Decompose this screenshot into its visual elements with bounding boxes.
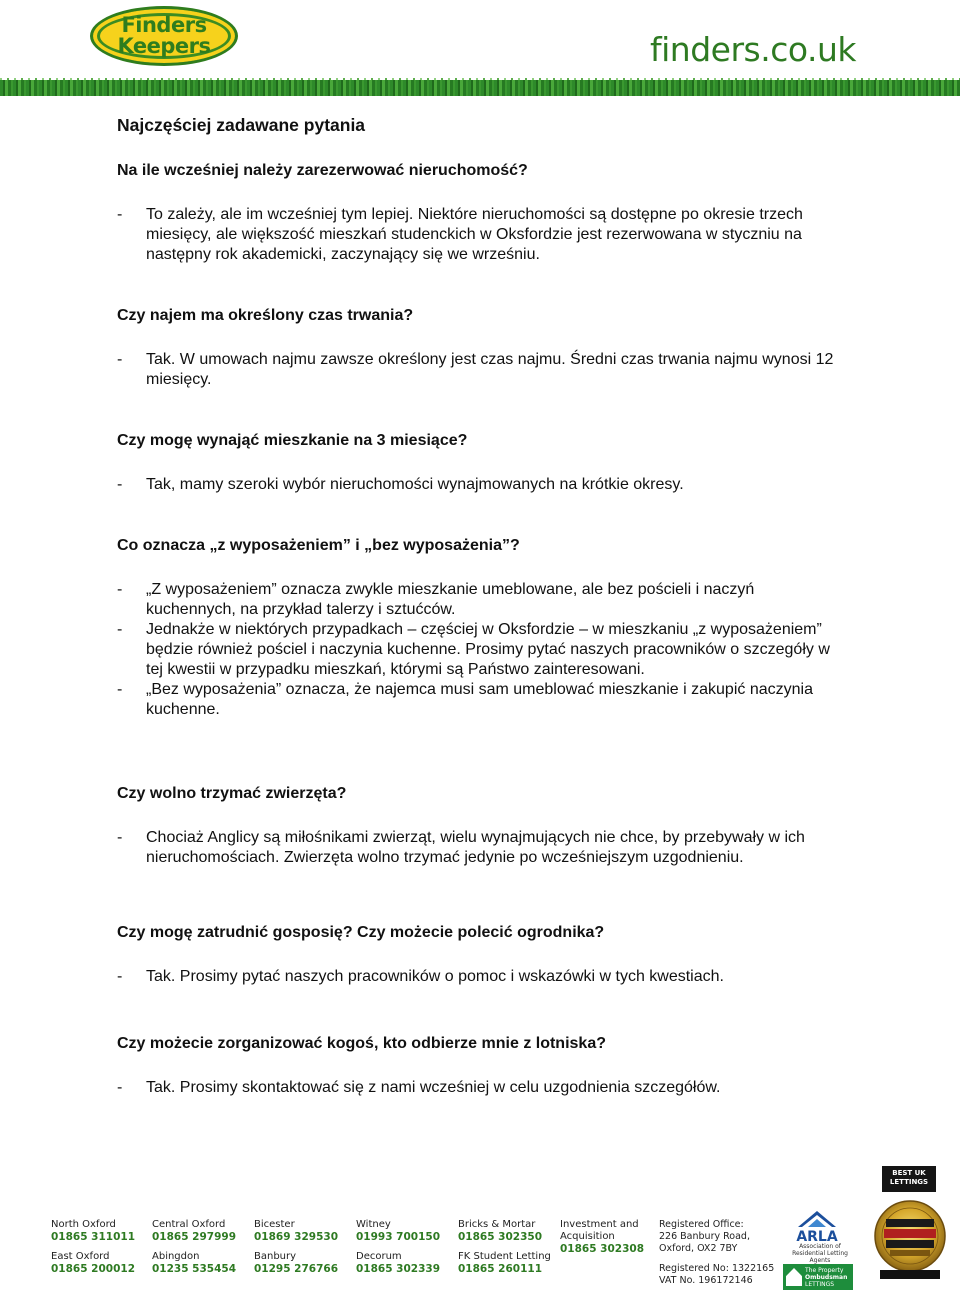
office-phone: 01865 311011: [51, 1231, 136, 1243]
faq-question: Czy mogę zatrudnić gosposię? Czy możecie polecić ogrodnika?: [117, 924, 605, 941]
faq-answer: [117, 967, 847, 987]
faq-answer-text: Tak. W umowach najmu zawsze określony jest czas najmu. Średni czas trwania najmu wynosi 12 miesięcy.: [146, 351, 834, 388]
office-phone: 01865 297999: [152, 1231, 237, 1243]
office-witney: [356, 1219, 440, 1243]
office-phone: 01865 302339: [356, 1263, 441, 1275]
office-banbury: [254, 1251, 338, 1275]
faq-item: [117, 431, 847, 495]
faq-answer-text: Tak. Prosimy skontaktować się z nami wcześniej w celu uzgodnienia szczegółów.: [146, 1079, 721, 1096]
site-url: finders.co.uk: [650, 30, 856, 69]
office-phone: 01235 535454: [152, 1263, 237, 1275]
bullet-dash: -: [117, 206, 123, 223]
office-north-oxford: [51, 1219, 135, 1243]
registered-address-1: 226 Banbury Road,: [659, 1231, 750, 1242]
bullet-dash: -: [117, 829, 123, 846]
faq-answer-text: Tak. Prosimy pytać naszych pracowników o pomoc i wskazówki w tych kwestiach.: [146, 968, 724, 985]
office-abingdon: [152, 1251, 236, 1275]
faq-answer: [117, 350, 847, 390]
office-decorum: [356, 1251, 440, 1275]
logo-line-2: Keepers: [117, 34, 211, 58]
faq-question: Czy możecie zorganizować kogoś, kto odbierze mnie z lotniska?: [117, 1035, 606, 1052]
office-bicester: [254, 1219, 338, 1243]
office-name: Investment and: [560, 1219, 639, 1230]
bullet-dash: -: [117, 968, 123, 985]
bullet-dash: -: [117, 351, 123, 368]
faq-answer-text: Chociaż Anglicy są miłośnikami zwierząt, wielu wynajmujących nie chce, by przebywały w ich nieruchomościach. Zwierzęta wolno trzymać jedynie po wcześniejszym uzgodnieniu.: [146, 829, 805, 866]
faq-item: [117, 536, 847, 720]
faq-answer: [117, 475, 847, 495]
office-east-oxford: [51, 1251, 135, 1275]
office-phone: 01295 276766: [254, 1263, 339, 1275]
office-name: Bricks & Mortar: [458, 1219, 536, 1230]
ombudsman-line-1: The Property: [805, 1267, 844, 1274]
registered-label: Registered Office:: [659, 1219, 744, 1230]
faq-answer-text: „Bez wyposażenia” oznacza, że najemca musi sam umeblować mieszkanie i zakupić naczynia kuchenne.: [146, 681, 813, 718]
header-stripe: [0, 80, 960, 96]
office-central-oxford: [152, 1219, 236, 1243]
office-name: Central Oxford: [152, 1219, 226, 1230]
faq-answers: [117, 580, 847, 720]
registered-number: Registered No: 1322165: [659, 1263, 775, 1274]
faq-item: [117, 161, 847, 265]
faq-answer: [117, 580, 847, 620]
faq-answer-text: Tak, mamy szeroki wybór nieruchomości wynajmowanych na krótkie okresy.: [146, 476, 684, 493]
ombudsman-line-2: Ombudsman: [805, 1274, 848, 1281]
office-phone: 01865 200012: [51, 1263, 136, 1275]
faq-answer: [117, 205, 847, 265]
faq-item: [117, 1034, 847, 1098]
faq-list: [117, 161, 847, 1098]
faq-answers: [117, 350, 847, 390]
ombudsman-line-3: LETTINGS: [805, 1281, 835, 1288]
office-name: East Oxford: [51, 1251, 110, 1262]
office-phone: 01993 700150: [356, 1231, 441, 1243]
faq-item: [117, 784, 847, 868]
faq-answers: [117, 475, 847, 495]
faq-answers: [117, 828, 847, 868]
office-fk-student-letting: [458, 1251, 551, 1275]
svg-text:ARLA: ARLA: [796, 1229, 838, 1245]
office-phone: 01865 302308: [560, 1243, 645, 1255]
vat-number: VAT No. 196172146: [659, 1275, 753, 1286]
bullet-dash: -: [117, 581, 123, 598]
faq-answer: [117, 1078, 847, 1098]
office-name: FK Student Letting: [458, 1251, 551, 1262]
faq-answer: [117, 828, 847, 868]
office-name: Banbury: [254, 1251, 297, 1262]
office-investment: [560, 1219, 644, 1255]
faq-answers: [117, 967, 847, 987]
faq-answer: [117, 680, 847, 720]
faq-item: [117, 923, 847, 987]
office-name: Witney: [356, 1219, 391, 1230]
house-icon: [786, 1268, 802, 1286]
faq-answer-text: To zależy, ale im wcześniej tym lepiej. Niektóre nieruchomości są dostępne po okresie trzech miesięcy, ale większość mieszkań studenckich w Oksfordzie jest rezerwowana w styczniu na następny rok akademicki, zaczynający się we wrześniu.: [146, 206, 803, 263]
office-phone: 01869 329530: [254, 1231, 339, 1243]
property-ombudsman-badge: [783, 1264, 853, 1290]
faq-question: Czy najem ma określony czas trwania?: [117, 307, 414, 324]
best-uk-line-1: BEST UK: [892, 1169, 926, 1177]
office-bricks-mortar: [458, 1219, 542, 1243]
faq-item: [117, 306, 847, 390]
finders-keepers-logo: [90, 6, 238, 66]
office-phone: 01865 302350: [458, 1231, 543, 1243]
office-name: Abingdon: [152, 1251, 200, 1262]
faq-answer-text: Jednakże w niektórych przypadkach – częściej w Oksfordzie – w mieszkaniu „z wyposażeniem” będzie również pościel i naczynia kuchenne. Prosimy pytać naszych pracowników o szczegóły w tej kwestii w przypadku mieszkań, którymi są Państwo zainteresowani.: [146, 621, 830, 678]
registered-office: [659, 1219, 779, 1287]
office-name: Decorum: [356, 1251, 402, 1262]
page-title: Najczęściej zadawane pytania: [117, 115, 366, 135]
logo-line-1: Finders: [121, 13, 207, 37]
office-phone: 01865 260111: [458, 1263, 543, 1275]
faq-question: Na ile wcześniej należy zarezerwować nieruchomość?: [117, 162, 528, 179]
best-uk-line-2: LETTINGS: [889, 1178, 929, 1186]
faq-content: [117, 115, 847, 1098]
best-uk-lettings-badge: [882, 1166, 936, 1192]
faq-answer: [117, 620, 847, 680]
bullet-dash: -: [117, 476, 123, 493]
faq-question: Czy mogę wynająć mieszkanie na 3 miesiące?: [117, 432, 468, 449]
office-name: North Oxford: [51, 1219, 116, 1230]
faq-question: Co oznacza „z wyposażeniem” i „bez wyposażenia”?: [117, 537, 520, 554]
faq-question: Czy wolno trzymać zwierzęta?: [117, 785, 347, 802]
bullet-dash: -: [117, 681, 123, 698]
bullet-dash: -: [117, 621, 123, 638]
estate-agency-award-seal-icon: [872, 1192, 948, 1282]
registered-address-2: Oxford, OX2 7BY: [659, 1243, 738, 1254]
office-name: Bicester: [254, 1219, 295, 1230]
footer: [51, 1219, 775, 1289]
faq-answers: [117, 1078, 847, 1098]
faq-answer-text: „Z wyposażeniem” oznacza zwykle mieszkanie umeblowane, ale bez pościeli i naczyń kuchennych, na przykład talerzy i sztućców.: [146, 581, 755, 618]
faq-answers: [117, 205, 847, 265]
arla-caption: Association of Residential Letting Agents: [792, 1243, 848, 1264]
bullet-dash: -: [117, 1079, 123, 1096]
office-name-2: Acquisition: [560, 1231, 615, 1242]
